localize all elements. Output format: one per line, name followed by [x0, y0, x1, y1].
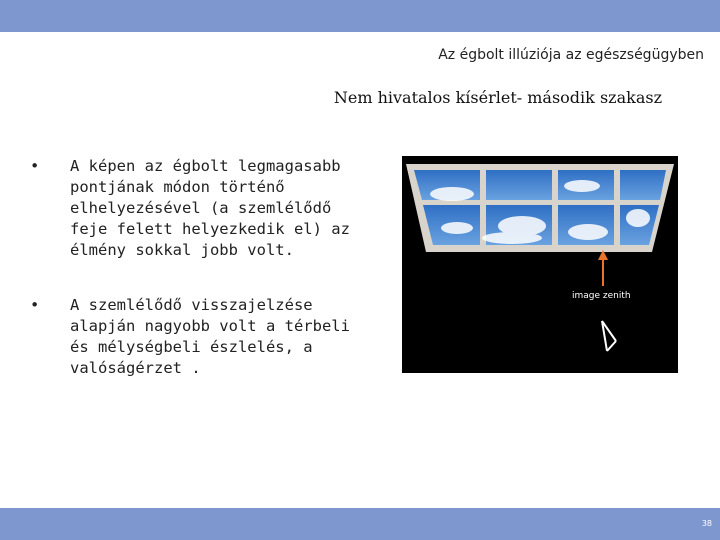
sky-window-illustration	[402, 156, 678, 373]
presentation-title: Az égbolt illúziója az egészségügyben	[438, 47, 704, 63]
viewer-eye-icon	[602, 321, 616, 351]
zenith-label: image zenith	[572, 291, 631, 301]
bullet-item	[30, 295, 370, 379]
top-bar	[0, 0, 720, 32]
window-pane	[620, 170, 666, 200]
bullet-text: A képen az égbolt legmagasabb pontjának módon történő elhelyezésével (a szemlélődő feje felett helyezkedik el) az élmény sokkal jobb volt.	[70, 157, 350, 259]
window-pane	[486, 170, 552, 200]
bullet-item	[30, 156, 370, 261]
bottom-bar	[0, 508, 720, 540]
bullet-marker: •	[30, 157, 40, 175]
bullet-list	[30, 156, 370, 413]
skylight-image	[402, 156, 678, 373]
slide-number: 38	[701, 519, 712, 528]
slide-subtitle: Nem hivatalos kísérlet- második szakasz	[333, 88, 662, 107]
bullet-marker: •	[30, 296, 40, 314]
bullet-text: A szemlélődő visszajelzése alapján nagyobb volt a térbeli és mélységbeli észlelés, a valóságérzet .	[70, 296, 350, 377]
